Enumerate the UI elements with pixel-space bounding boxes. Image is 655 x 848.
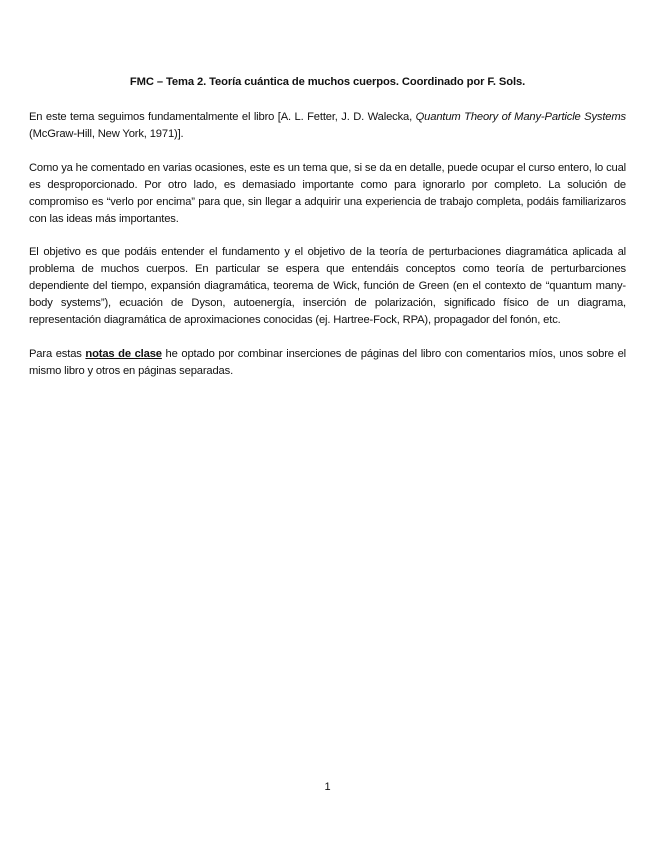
paragraph-context: Como ya he comentado en varias ocasiones, este es un tema que, si se da en detalle, puede ocupar el curso entero, lo cual es desproporcionado. Por otro lado, es demasiado importante como para ignorarlo por completo. La solución de compromiso es “verlo por encima” para que, sin llegar a adquirir una experiencia de trabajo completa, podáis familiarizaros con las ideas más importantes. [29, 162, 626, 225]
paragraph-notes-intro: Para estas [29, 348, 86, 360]
book-title: Quantum Theory of Many-Particle Systems [415, 111, 626, 123]
class-notes-link[interactable]: notas de clase [85, 348, 162, 360]
paragraph-reference-publisher: (McGraw-Hill, New York, 1971)]. [29, 128, 184, 140]
document-title: FMC – Tema 2. Teoría cuántica de muchos cuerpos. Coordinado por F. Sols. [129, 76, 526, 88]
paragraph-reference [29, 109, 626, 143]
paragraph-reference-text: En este tema seguimos fundamentalmente el libro [A. L. Fetter, J. D. Walecka, [29, 111, 416, 123]
page-number: 1 [324, 781, 331, 793]
paragraph-notes [29, 346, 626, 380]
paragraph-objectives: El objetivo es que podáis entender el fundamento y el objetivo de la teoría de perturbaciones diagramática aplicada al problema de muchos cuerpos. En particular se espera que entendáis conceptos como teoría de perturbarciones dependiente del tiempo, expansión diagramática, teorema de Wick, función de Green (en el contexto de “quantum many-body systems”), ecuación de Dyson, autoenergía, inserción de polarización, significado físico de un diagrama, representación diagramática de aproximaciones conocidas (ej. Hartree-Fock, RPA), propagador del fonón, etc. [29, 246, 626, 326]
paragraph-notes-rest: he optado por combinar inserciones de páginas del libro con comentarios míos, unos sobre el mismo libro y otros en páginas separadas. [29, 348, 626, 377]
